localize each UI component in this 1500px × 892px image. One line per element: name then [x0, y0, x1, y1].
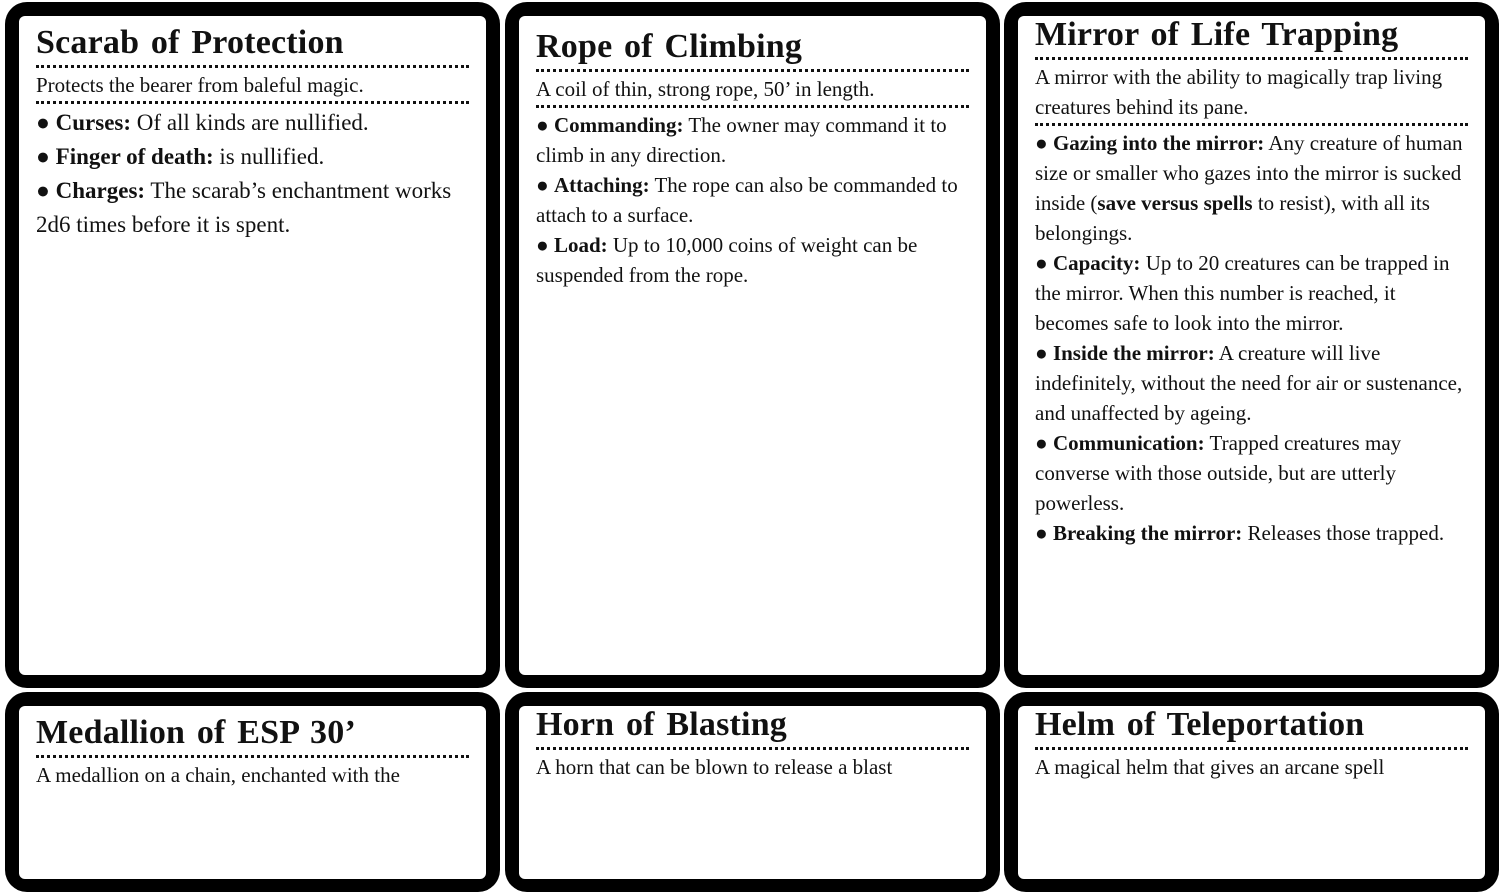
bullet-item	[1035, 128, 1468, 248]
card-body	[519, 706, 986, 879]
item-card	[505, 692, 1000, 892]
bullet-label: Finger of death:	[55, 144, 214, 169]
bullet-icon: ●	[1035, 131, 1053, 155]
bullet-item	[1035, 518, 1468, 548]
item-card	[1004, 2, 1499, 688]
dotted-divider	[36, 65, 469, 68]
card-description: A mirror with the ability to magically trap living creatures behind its pane.	[1035, 65, 1443, 119]
bullet-text: to resist), with all its belongings.	[1035, 191, 1430, 245]
bullet-text: Up to 20 creatures can be trapped in the mirror. When this number is reached, it becomes safe to look into the mirror.	[1035, 251, 1450, 335]
bullet-text: Up to 10,000 coins of weight can be suspended from the rope.	[536, 233, 918, 287]
bullet-item	[36, 140, 469, 174]
bullet-item	[536, 170, 969, 230]
card-description: A medallion on a chain, enchanted with the	[36, 763, 400, 787]
dotted-divider	[1035, 123, 1468, 126]
bullet-text: Of all kinds are nullified.	[131, 110, 369, 135]
card-body	[1018, 706, 1485, 879]
item-card	[505, 2, 1000, 688]
card-title: Mirror of Life Trapping	[1035, 16, 1399, 53]
bullet-label: Attaching:	[553, 173, 650, 197]
bullet-icon: ●	[36, 178, 56, 203]
card-body	[519, 16, 986, 675]
card-description: A coil of thin, strong rope, 50’ in length.	[536, 77, 875, 101]
dotted-divider	[536, 105, 969, 108]
card-title: Helm of Teleportation	[1035, 706, 1365, 743]
item-card	[1004, 692, 1499, 892]
dotted-divider	[36, 755, 469, 758]
bullet-item	[1035, 428, 1468, 518]
dotted-divider	[36, 101, 469, 104]
bullet-item	[36, 106, 469, 140]
item-card	[5, 692, 500, 892]
bullet-item	[1035, 248, 1468, 338]
bullet-text: The scarab’s enchantment works 2d6 times before it is spent.	[36, 178, 452, 237]
card-body	[19, 16, 486, 675]
bullet-list	[1035, 128, 1468, 548]
bullet-text: A creature will live indefinitely, without the need for air or sustenance, and unaffected by ageing.	[1035, 341, 1463, 425]
bullet-text: Releases those trapped.	[1242, 521, 1445, 545]
bullet-label: Gazing into the mirror:	[1052, 131, 1265, 155]
dotted-divider	[536, 69, 969, 72]
card-description: A horn that can be blown to release a blast	[536, 755, 893, 779]
card-body	[19, 706, 486, 879]
bullet-label: Load:	[553, 233, 608, 257]
card-title: Medallion of ESP 30’	[36, 714, 356, 751]
card-description: A magical helm that gives an arcane spell	[1035, 755, 1385, 779]
card-description: Protects the bearer from baleful magic.	[36, 73, 364, 97]
bullet-label: Inside the mirror:	[1052, 341, 1215, 365]
card-title: Rope of Climbing	[536, 28, 803, 65]
bullet-icon: ●	[36, 110, 56, 135]
bullet-icon: ●	[536, 113, 554, 137]
bullet-label: Curses:	[55, 110, 132, 135]
bullet-text: The rope can also be commanded to attach to a surface.	[536, 173, 958, 227]
bullet-label: Breaking the mirror:	[1052, 521, 1243, 545]
bullet-text: Trapped creatures may converse with those outside, but are utterly powerless.	[1035, 431, 1402, 515]
bullet-label: Communication:	[1052, 431, 1205, 455]
bullet-item	[1035, 338, 1468, 428]
bullet-label: Charges:	[55, 178, 146, 203]
bullet-icon: ●	[536, 173, 554, 197]
bullet-label: Capacity:	[1052, 251, 1141, 275]
bullet-list	[536, 110, 969, 290]
dotted-divider	[536, 747, 969, 750]
bullet-text: Any creature of human size or smaller who gazes into the mirror is sucked inside (	[1035, 131, 1463, 215]
bullet-icon: ●	[1035, 341, 1053, 365]
bullet-item	[536, 110, 969, 170]
bullet-text: The owner may command it to climb in any direction.	[536, 113, 947, 167]
bullet-icon: ●	[36, 144, 56, 169]
bullet-icon: ●	[536, 233, 554, 257]
card-body	[1018, 16, 1485, 675]
dotted-divider	[1035, 747, 1468, 750]
bullet-label: save versus spells	[1097, 191, 1253, 215]
item-card	[5, 2, 500, 688]
dotted-divider	[1035, 57, 1468, 60]
bullet-list	[36, 106, 469, 242]
bullet-item	[36, 174, 469, 242]
bullet-label: Commanding:	[553, 113, 684, 137]
bullet-icon: ●	[1035, 521, 1053, 545]
bullet-icon: ●	[1035, 431, 1053, 455]
bullet-item	[536, 230, 969, 290]
card-title: Scarab of Protection	[36, 24, 344, 61]
card-title: Horn of Blasting	[536, 706, 788, 743]
bullet-icon: ●	[1035, 251, 1053, 275]
bullet-text: is nullified.	[213, 144, 325, 169]
